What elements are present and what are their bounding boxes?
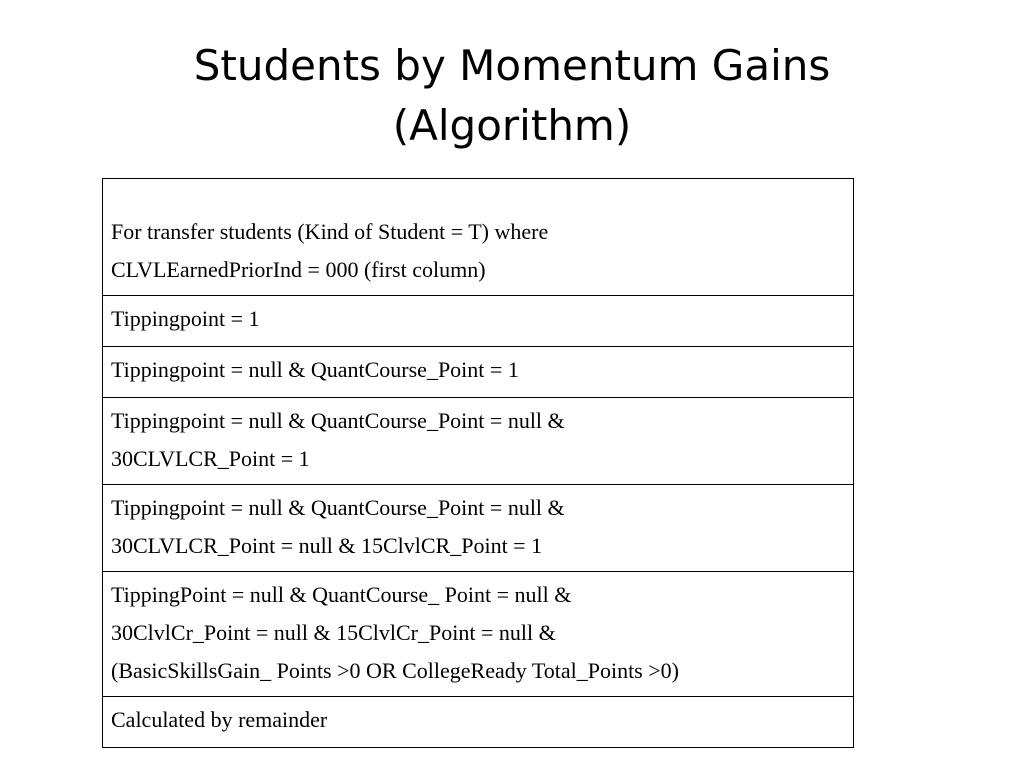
row-line-1: Tippingpoint = null & QuantCourse_Point = null & xyxy=(111,495,565,520)
slide-title-line-2: (Algorithm) xyxy=(392,101,632,150)
row-line-1: Calculated by remainder xyxy=(111,707,328,732)
algorithm-table xyxy=(102,178,854,748)
row-line-2: 30CLVLCR_Point = null & 15ClvlCR_Point = 1 xyxy=(111,533,543,558)
row-line-1: Tippingpoint = null & QuantCourse_Point = 1 xyxy=(111,357,519,382)
header-line-2: CLVLEarnedPriorInd = 000 (first column) xyxy=(111,257,486,282)
row-line-1: Tippingpoint = 1 xyxy=(111,306,260,331)
slide-title xyxy=(0,36,1024,156)
table-cell xyxy=(103,398,854,485)
table-row xyxy=(103,398,854,485)
row-line-1: Tippingpoint = null & QuantCourse_Point = null & xyxy=(111,408,565,433)
table-row xyxy=(103,296,854,347)
table-row xyxy=(103,347,854,398)
table-header-cell xyxy=(103,179,854,296)
row-line-3: (BasicSkillsGain_ Points >0 OR CollegeReady Total_Points >0) xyxy=(111,658,679,683)
table-header-row xyxy=(103,179,854,296)
row-line-2: 30CLVLCR_Point = 1 xyxy=(111,446,310,471)
row-line-2: 30ClvlCr_Point = null & 15ClvlCr_Point = null & xyxy=(111,620,556,645)
header-line-1: For transfer students (Kind of Student = T) where xyxy=(111,219,549,244)
table-row xyxy=(103,485,854,572)
row-line-1: TippingPoint = null & QuantCourse_ Point = null & xyxy=(111,582,572,607)
table-cell xyxy=(103,697,854,748)
table-cell xyxy=(103,485,854,572)
table-cell xyxy=(103,296,854,347)
slide-title-line-1: Students by Momentum Gains xyxy=(193,41,831,90)
table-row xyxy=(103,697,854,748)
table-cell xyxy=(103,347,854,398)
table-row xyxy=(103,572,854,697)
table-cell xyxy=(103,572,854,697)
